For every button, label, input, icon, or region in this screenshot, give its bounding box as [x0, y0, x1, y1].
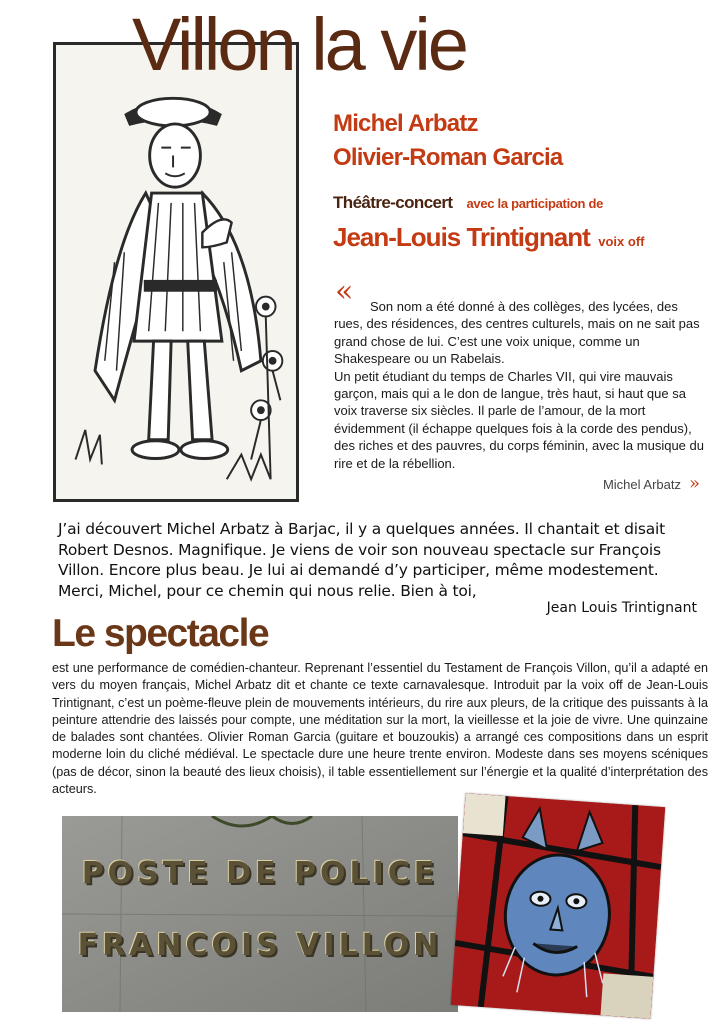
- quote-author: Michel Arbatz: [602, 477, 681, 492]
- genre-label: Théâtre-concert: [333, 193, 453, 212]
- section-heading: Le spectacle: [52, 612, 269, 655]
- author-michel-arbatz: Michel Arbatz: [333, 110, 478, 137]
- quote-attribution: [560, 473, 700, 494]
- participation-label: avec la participation de: [466, 196, 604, 211]
- quote-block: [334, 298, 706, 472]
- testimony-text: J’ai découvert Michel Arbatz à Barjac, il y a quelques années. Il chantait et disait Robert Desnos. Magnifique. Je viens de voir son nouveau spectacle sur François Villon. Encore plus beau. Je lui ai demandé d’y participer, même modestement. Merci, Michel, pour ce chemin qui nous relie. Bien à toi,: [58, 520, 665, 600]
- quote-open-mark: «: [335, 274, 354, 309]
- police-sign-photo: [62, 816, 458, 1012]
- testimony-signature: Jean Louis Trintignant: [546, 600, 697, 616]
- police-sign-line-1: POSTE DE POLICE: [81, 856, 439, 891]
- author-olivier-roman-garcia: Olivier-Roman Garcia: [333, 144, 563, 171]
- page-title: Villon la vie: [132, 3, 466, 86]
- quote-paragraph: Son nom a été donné à des collèges, des lycées, des rues, des résidences, des centres culturels, mais on ne sait pas grand chose de lui. C’est une voix unique, comme un Shakespeare ou un Rabelais.: [334, 299, 700, 367]
- guest-role: voix off: [598, 234, 645, 249]
- section-body: est une performance de comédien-chanteur. Reprenant l’essentiel du Testament de François Villon, qu’il a adapté en vers du moyen français, Michel Arbatz dit et chante ce texte carnavalesque. Introduit par la voix off de Jean-Louis Trintignant, c’est un poème-fleuve plein de mouvements intérieurs, du rire aux pleurs, de la critique des puissants à la peinture attendrie des laissés pour compte, une méditation sur la mort, la vieillesse et la joie de vivre. Une quinzaine de balades sont chantées. Olivier Roman Garcia (guitare et bouzoukis) a arrangé ces compositions dans un esprit moderne loin du cliché médiéval. Le spectacle dure une heure trente environ. Modeste dans ses moyens scéniques (pas de décor, sinon la beauté des lieux choisis), il table essentiellement sur l’énergie et la qualité d’interprétation des acteurs.: [52, 661, 708, 797]
- stained-glass-photo: [451, 793, 665, 1018]
- woodcut-illustration: [53, 42, 299, 502]
- guest-line: [333, 224, 644, 250]
- quote-close-mark: »: [688, 473, 700, 494]
- genre-line: [333, 194, 603, 212]
- quote-paragraph: Un petit étudiant du temps de Charles VII, qui vire mauvais garçon, mais qui a le don de langue, très haut, si haut que sa voix traverse six siècles. Il parle de l’amour, de la mort évidemment (il échappe quelques fois à la corde des pendus), des riches et des pauvres, du corps féminin, avec la musique du rire et de la rébellion.: [334, 368, 704, 471]
- guest-name: Jean-Louis Trintignant: [333, 222, 590, 252]
- police-sign-line-2: FRANCOIS VILLON: [77, 928, 443, 963]
